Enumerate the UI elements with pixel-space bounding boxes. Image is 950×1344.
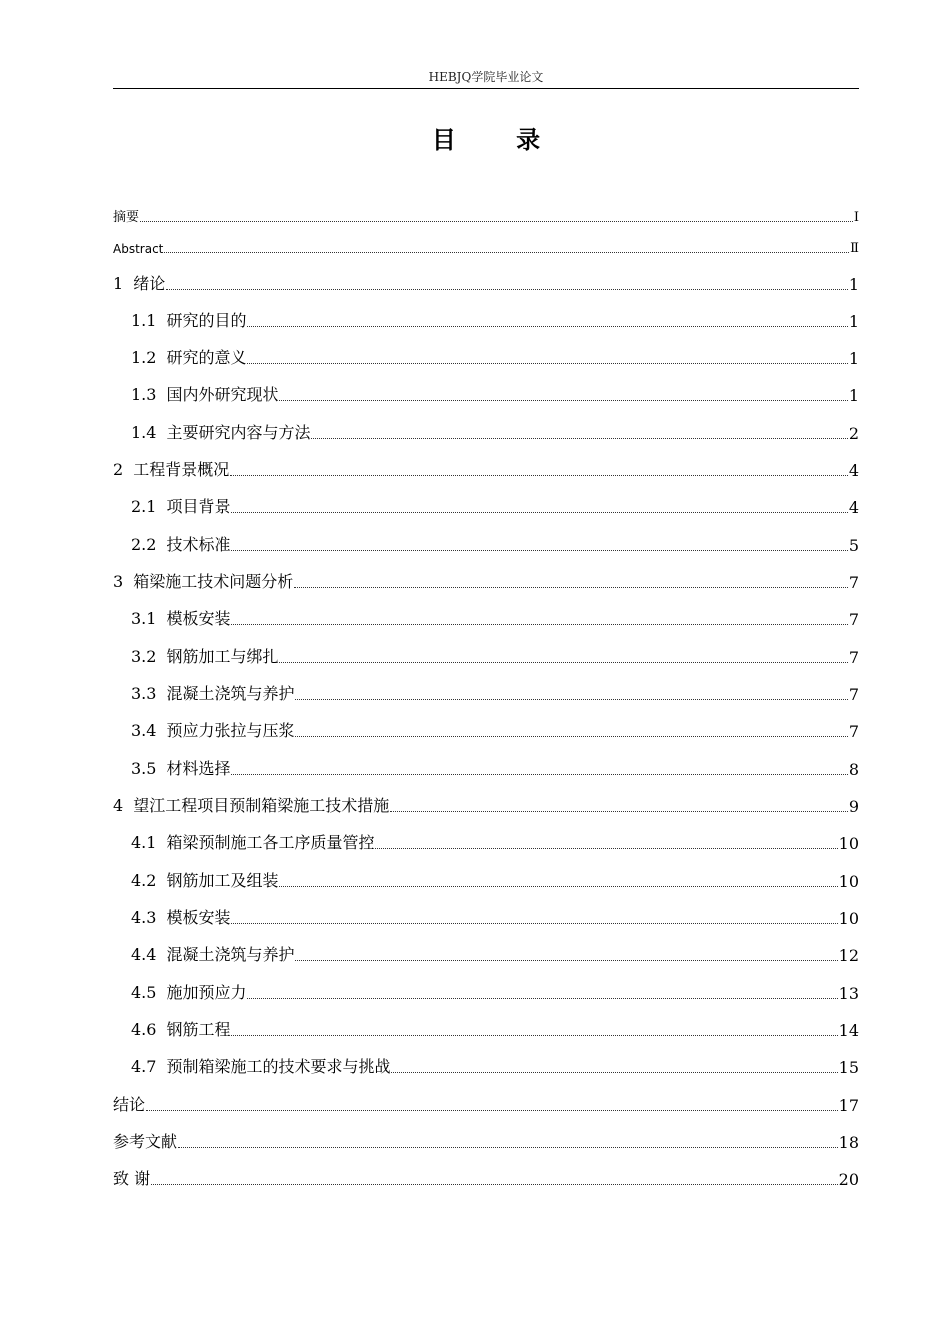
toc-entry[interactable] <box>113 232 859 256</box>
toc-entry[interactable] <box>113 717 859 741</box>
toc-entry[interactable] <box>113 381 859 405</box>
toc-leader-dots <box>230 475 848 476</box>
toc-entry-number: 1.4 <box>131 423 157 442</box>
toc-leader-dots <box>231 923 837 924</box>
toc-entry-text: 模板安装 <box>166 908 231 927</box>
toc-entry-label <box>113 382 278 405</box>
toc-entry-number: 4 <box>113 796 124 815</box>
toc-entry-text: 材料选择 <box>166 759 231 778</box>
toc-entry-number: 3.5 <box>131 759 157 778</box>
toc-entry-number: 3.4 <box>131 721 157 740</box>
toc-entry-label <box>113 1054 390 1077</box>
toc-entry[interactable] <box>113 568 859 592</box>
toc-entry-number: 4.5 <box>131 983 157 1002</box>
toc-entry-text: 混凝土浇筑与养护 <box>166 684 295 703</box>
toc-leader-dots <box>231 512 847 513</box>
toc-entry[interactable] <box>113 829 859 853</box>
toc-leader-dots <box>294 587 848 588</box>
toc-entry-page: 17 <box>838 1096 859 1115</box>
toc-entry-number: 2 <box>113 460 124 479</box>
toc-entry-label <box>113 644 278 667</box>
toc-entry-label <box>113 718 294 741</box>
toc-entry-text: 钢筋加工与绑扎 <box>166 647 279 666</box>
toc-entry[interactable] <box>113 270 859 294</box>
toc-entry[interactable] <box>113 755 859 779</box>
toc-leader-dots <box>247 326 847 327</box>
toc-leader-dots <box>279 886 837 887</box>
toc-entry-page: 7 <box>848 722 859 741</box>
toc-entry-label <box>113 494 230 517</box>
toc-entry-label <box>113 532 230 555</box>
toc-entry-page: 7 <box>848 573 859 592</box>
toc-entry[interactable] <box>113 792 859 816</box>
toc-entry-text: 主要研究内容与方法 <box>166 423 311 442</box>
toc-leader-dots <box>151 1184 838 1185</box>
toc-entry[interactable] <box>113 867 859 891</box>
toc-entry-text: 混凝土浇筑与养护 <box>166 945 295 964</box>
toc-entry[interactable] <box>113 419 859 443</box>
toc-entry-page: Ⅱ <box>850 241 859 256</box>
toc-entry-text: 施加预应力 <box>166 983 247 1002</box>
toc-entry-label <box>113 308 246 331</box>
toc-entry-page: 9 <box>848 797 859 816</box>
page-title: 目 录 <box>431 126 567 154</box>
toc-entry-label <box>113 756 230 779</box>
toc-entry-number: 4.7 <box>131 1057 157 1076</box>
toc-leader-dots <box>164 252 849 253</box>
toc-leader-dots <box>247 998 837 999</box>
toc-entry-number: 3 <box>113 572 124 591</box>
toc-entry-page: 10 <box>838 872 859 891</box>
toc-entry-label <box>113 868 278 891</box>
toc-entry-page: 7 <box>848 610 859 629</box>
toc-leader-dots <box>279 400 847 401</box>
toc-entry-page: 1 <box>848 312 859 331</box>
toc-leader-dots <box>295 736 847 737</box>
toc-entry-text: 致 谢 <box>113 1169 151 1188</box>
toc-entry-label <box>113 345 246 368</box>
toc-entry-number: 3.2 <box>131 647 157 666</box>
toc-entry[interactable] <box>113 643 859 667</box>
toc-entry-text: 工程背景概况 <box>133 460 230 479</box>
toc-leader-dots <box>391 1072 837 1073</box>
toc-entry[interactable] <box>113 1053 859 1077</box>
toc-entry-number: 3.3 <box>131 684 157 703</box>
toc-entry-number: 2.1 <box>131 497 157 516</box>
toc-entry-label <box>113 905 230 928</box>
toc-entry-text: 望江工程项目预制箱梁施工技术措施 <box>133 796 390 815</box>
toc-entry-label <box>113 271 165 294</box>
toc-entry-page: 7 <box>848 648 859 667</box>
toc-entry-number: 1.1 <box>131 311 157 330</box>
toc-entry-text: 钢筋工程 <box>166 1020 231 1039</box>
toc-entry-label <box>113 606 230 629</box>
toc-entry-number: 4.1 <box>131 833 157 852</box>
toc-entry-number: 1.3 <box>131 385 157 404</box>
toc-entry-page: 2 <box>848 424 859 443</box>
toc-entry-text: 研究的意义 <box>166 348 247 367</box>
toc-entry-page: 4 <box>848 498 859 517</box>
toc-entry-page: 8 <box>848 760 859 779</box>
toc-entry-label <box>113 420 310 443</box>
toc-entry-text: 钢筋加工及组装 <box>166 871 279 890</box>
toc-entry-label <box>113 980 246 1003</box>
toc-leader-dots <box>279 662 847 663</box>
toc-entry-label <box>113 1166 150 1189</box>
toc-entry-number: 4.6 <box>131 1020 157 1039</box>
toc-leader-dots <box>390 811 848 812</box>
toc-entry-label <box>113 242 163 256</box>
toc-leader-dots <box>295 699 847 700</box>
toc-entry[interactable] <box>113 680 859 704</box>
toc-leader-dots <box>375 848 837 849</box>
toc-entry-text: 结论 <box>113 1095 146 1114</box>
toc-entry-page: 5 <box>848 536 859 555</box>
toc-entry-label <box>113 457 229 480</box>
toc-entry-text: 预应力张拉与压浆 <box>166 721 295 740</box>
toc-entry-number: 4.2 <box>131 871 157 890</box>
toc-entry-number: 4.4 <box>131 945 157 964</box>
toc-entry-page: 15 <box>838 1058 859 1077</box>
toc-entry[interactable] <box>113 1016 859 1040</box>
toc-entry-page: 1 <box>848 275 859 294</box>
toc-entry-page: 14 <box>838 1021 859 1040</box>
toc-leader-dots <box>231 624 847 625</box>
toc-leader-dots <box>146 1110 838 1111</box>
toc-entry[interactable] <box>113 344 859 368</box>
toc-entry-number: 1 <box>113 274 124 293</box>
toc-entry-text: 参考文献 <box>113 1132 178 1151</box>
toc-entry-page: Ⅰ <box>853 210 859 225</box>
toc-entry-label <box>113 942 294 965</box>
toc-entry-text: 项目背景 <box>166 497 231 516</box>
toc-entry[interactable] <box>113 1165 859 1189</box>
toc-entry[interactable] <box>113 531 859 555</box>
toc-entry-label <box>113 1017 230 1040</box>
toc-entry-label <box>113 1129 177 1152</box>
toc-entry-number: 3.1 <box>131 609 157 628</box>
toc-entry-text: 箱梁预制施工各工序质量管控 <box>166 833 375 852</box>
toc-entry[interactable] <box>113 1091 859 1115</box>
toc-entry-page: 20 <box>838 1170 859 1189</box>
toc-entry-text: 研究的目的 <box>166 311 247 330</box>
toc-entry-page: 18 <box>838 1133 859 1152</box>
toc-leader-dots <box>140 221 853 222</box>
toc-entry-text: 国内外研究现状 <box>166 385 279 404</box>
toc-entry-page: 1 <box>848 386 859 405</box>
toc-entry-page: 13 <box>838 984 859 1003</box>
toc-entry-page: 10 <box>838 834 859 853</box>
toc-leader-dots <box>231 1035 837 1036</box>
toc-entry[interactable] <box>113 456 859 480</box>
toc-leader-dots <box>247 363 847 364</box>
toc-entry-number: 4.3 <box>131 908 157 927</box>
toc-entry-page: 10 <box>838 909 859 928</box>
toc-entry[interactable] <box>113 493 859 517</box>
toc-entry[interactable] <box>113 307 859 331</box>
toc-entry[interactable] <box>113 904 859 928</box>
toc-entry[interactable] <box>113 941 859 965</box>
toc-entry-label <box>113 830 374 853</box>
toc-entry-page: 7 <box>848 685 859 704</box>
toc-entry-page: 12 <box>838 946 859 965</box>
toc-entry-text: 技术标准 <box>166 535 231 554</box>
toc-entry-label <box>113 1092 145 1115</box>
toc-entry-text: 摘要 <box>113 210 140 225</box>
toc-entry-label <box>113 793 389 816</box>
toc-entry-text: 绪论 <box>133 274 166 293</box>
toc-leader-dots <box>295 960 837 961</box>
page-header <box>113 66 859 89</box>
toc-leader-dots <box>231 774 847 775</box>
toc-entry-number: 2.2 <box>131 535 157 554</box>
toc-leader-dots <box>178 1147 838 1148</box>
toc-entry-page: 1 <box>848 349 859 368</box>
toc-leader-dots <box>231 550 847 551</box>
toc-entry[interactable] <box>113 1128 859 1152</box>
toc-entry-text: Abstract <box>113 242 164 256</box>
toc-entry-label <box>113 681 294 704</box>
toc-entry-text: 预制箱梁施工的技术要求与挑战 <box>166 1057 391 1076</box>
toc-entry[interactable] <box>113 979 859 1003</box>
toc-entry-label <box>113 569 293 592</box>
toc-entry-number: 1.2 <box>131 348 157 367</box>
toc-entry-text: 箱梁施工技术问题分析 <box>133 572 294 591</box>
toc-entry-page: 4 <box>848 461 859 480</box>
toc-entry[interactable] <box>113 605 859 629</box>
toc-entry[interactable] <box>113 201 859 225</box>
toc-entry-label <box>113 206 139 225</box>
toc-leader-dots <box>166 289 848 290</box>
toc-entry-text: 模板安装 <box>166 609 231 628</box>
toc-leader-dots <box>311 438 847 439</box>
header-text: HEBJQ学院毕业论文 <box>428 70 544 84</box>
